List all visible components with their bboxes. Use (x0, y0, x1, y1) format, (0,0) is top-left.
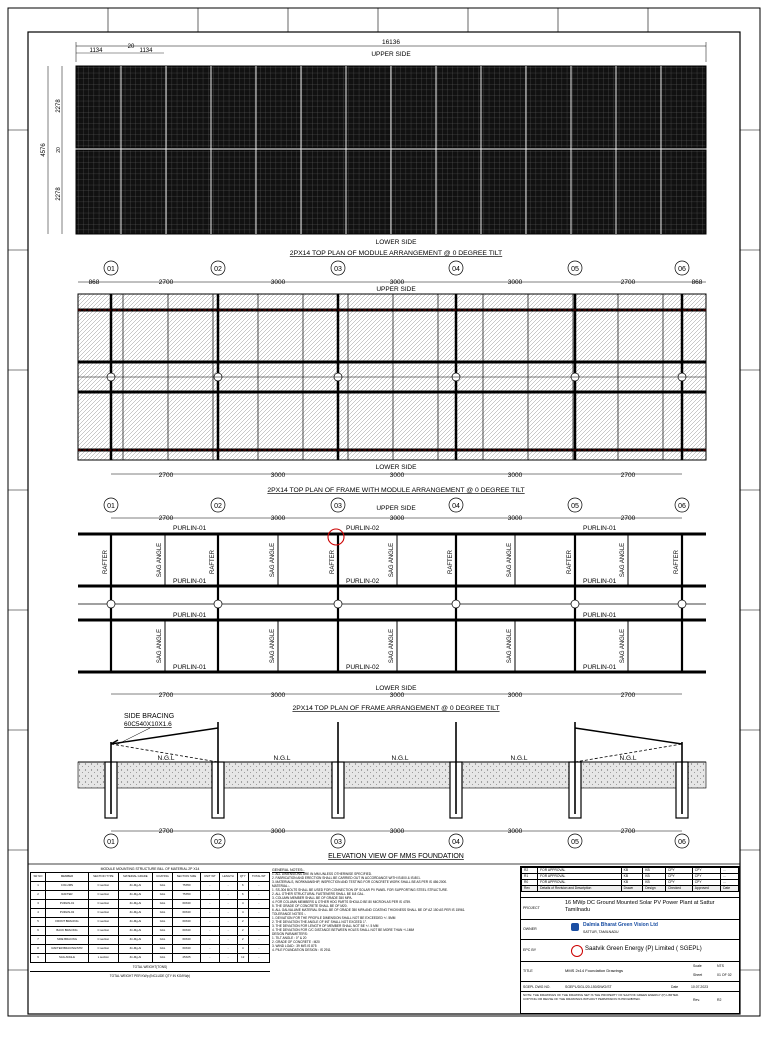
revision-cell: R2 (522, 868, 538, 874)
purlin-label-a: PURLIN-01 (173, 525, 207, 532)
ngl-label-3: N.G.L (391, 755, 409, 762)
side-bracing-label: SIDE BRACING (124, 713, 175, 720)
bom-cell: ... (219, 882, 237, 891)
purlin-label-g: PURLIN-01 (173, 612, 207, 619)
dim-overall-length: 16136 (381, 39, 401, 46)
purlin-label-i: PURLIN-01 (173, 664, 207, 671)
purlin-label-e: PURLIN-02 (346, 578, 380, 585)
revision-cell: CPY (665, 880, 692, 886)
bom-cell: ... (201, 882, 219, 891)
note-line: 1. SS-304 BOLTS SHALL BE USED FOR CONNECTION OF SOLAR PV PANEL FOR SUPPORTING STEEL STRUCTURE. (272, 888, 448, 892)
sag-angle-label-7: SAG ANGLE (270, 628, 276, 664)
bom-cell: C section (89, 945, 119, 954)
revision-cell: ... (721, 874, 739, 880)
revision-header-row (522, 886, 739, 892)
revision-cell: R1 (522, 874, 538, 880)
purlin-label-h: PURLIN-01 (583, 612, 617, 619)
rafter-label-6: RAFTER (674, 550, 680, 574)
sag-angle-label-3: SAG ANGLE (389, 542, 395, 578)
sheet-label: Sheet (693, 973, 703, 977)
bom-cell: Zn-Mg-Al (118, 909, 153, 918)
bom-cell: ... (248, 891, 269, 900)
dim-frame-span-3: 3000 (389, 515, 405, 522)
bom-cell: SIDE BRACING (45, 936, 88, 945)
bom-cell: SAG ANGLE (45, 954, 88, 963)
bom-cell: ... (201, 918, 219, 927)
bom-cell: 60X40 (172, 945, 200, 954)
dim-elev-span-4: 3000 (507, 828, 523, 835)
bom-cell: 6 (237, 882, 248, 891)
purlin-label-f: PURLIN-01 (583, 578, 617, 585)
bom-cell: 2 (237, 936, 248, 945)
dim-panel-gap: 20 (127, 44, 135, 50)
bom-cell: 75X50 (172, 891, 200, 900)
bom-header-cell: TOTAL WT (248, 873, 269, 882)
note-line: 4. THE DEVIATION FOR C/C DISTANCE BETWEEN HOLES SHALL NOT BE MORE THAN +/-1MM (272, 928, 415, 932)
revision-cell: ... (721, 880, 739, 886)
note-line: 2. FABRICATION AND ERECTION SHALL BE CARRIED OUT IN ACCORDANCE WITH IS:800 & IS:801. (272, 876, 421, 880)
bom-header-cell: COATING (153, 873, 173, 882)
elevation-view (78, 713, 706, 860)
sag-angle-label-6: SAG ANGLE (157, 628, 163, 664)
revision-header-cell: Approved (692, 886, 720, 892)
bom-cell: GAL (153, 900, 173, 909)
dim-elev-span-2: 3000 (270, 828, 286, 835)
bom-cell: Zn-Mg-Al (118, 882, 153, 891)
bom-cell: GAL (153, 882, 173, 891)
note-row (521, 991, 739, 1016)
bom-cell: ... (201, 900, 219, 909)
owner-sub: SATTUR, TAMILNADU (583, 930, 619, 934)
bom-cell: 6 (237, 891, 248, 900)
bom-cell: COLUMN (45, 882, 88, 891)
bom-title: MODULE MOUNTING STRUCTURE BILL OF MATERIAL 2P X14 (100, 867, 200, 871)
bom-header-cell: MATERIAL GRADE (118, 873, 153, 882)
bom-cell: 9 (31, 954, 46, 963)
bom-cell: C section (89, 891, 119, 900)
bom-cell: ... (248, 936, 269, 945)
sag-angle-label-10: SAG ANGLE (620, 628, 626, 664)
frame-plan-view (78, 498, 706, 712)
bom-cell: Zn-Mg-Al (118, 945, 153, 954)
note-line: 2. GRADE OF CONCRETE : M20 (272, 940, 320, 944)
revision-cell: FOR APPROVAL (538, 868, 621, 874)
bom-cell: ... (219, 909, 237, 918)
bom-cell: L section (89, 954, 119, 963)
bom-cell: ... (219, 954, 237, 963)
note-line: 2. ALL OTHER STRUCTURAL FASTENERS SHALL BE 8.8 GAL. (272, 892, 365, 896)
rafter-label-5: RAFTER (567, 550, 573, 574)
bom-cell: 2 (31, 891, 46, 900)
bom-cell: ... (219, 936, 237, 945)
bom-cell: FRONT BRACING (45, 918, 88, 927)
note-line: 3. COLUMN MEMBER SHALL BE OF GRADE 350 MPA. (272, 896, 353, 900)
grid-label-06b: 06 (678, 503, 686, 510)
sheet-value: 01 OF 02 (717, 973, 732, 977)
note-line: 4. FOR COLUMN MEMBERS & OTHER HDG PARTS SHOULD BE 80 MICRON AS PER IS 4759. (272, 900, 411, 904)
dim-frame-bspan-1: 2700 (158, 692, 174, 699)
epc-row (521, 939, 739, 962)
bom-row (31, 936, 270, 945)
revision-cell: FOR APPROVAL (538, 874, 621, 880)
revision-cell: ... (721, 868, 739, 874)
bom-cell: C section (89, 882, 119, 891)
upper-side-label: UPPER SIDE (371, 51, 411, 58)
bom-cell: 60X40 (172, 918, 200, 927)
rafter-label-2: RAFTER (210, 550, 216, 574)
bom-cell: Zn-Mg-Al (118, 936, 153, 945)
grid-label-06: 06 (678, 266, 686, 273)
bom-cell: 12 (237, 954, 248, 963)
bom-cell: Zn-Mg-Al (118, 900, 153, 909)
ground-soil (78, 762, 706, 788)
date-value: 10.07.2023 (691, 985, 708, 989)
dim-panel-b: 1134 (139, 48, 153, 54)
frame-module-plan-title: 2PX14 TOP PLAN OF FRAME WITH MODULE ARRANGEMENT @ 0 DEGREE TILT (267, 487, 525, 494)
bom-cell: ... (248, 954, 269, 963)
revision-header-cell: Details of Revision and Description (538, 886, 621, 892)
bom-cell: 60X40 (172, 900, 200, 909)
dim-frame-span-4: 3000 (507, 515, 523, 522)
bom-cell: ... (201, 891, 219, 900)
dim-span-bottom-3: 3000 (389, 472, 405, 479)
dwg-number: SGEPL/DGL/20-150/DWG/ST (565, 985, 612, 989)
bom-row (31, 954, 270, 963)
revision-cloud-marker (328, 529, 344, 545)
dim-frame-span-5: 2700 (620, 515, 636, 522)
bom-cell: 25X25 (172, 954, 200, 963)
bom-cell: C section (89, 918, 119, 927)
note-line: DESIGN PARAMETERS: (272, 932, 308, 936)
revision-cell: CPY (692, 880, 720, 886)
bom-cell: GAL (153, 936, 173, 945)
revision-cell: CPY (692, 868, 720, 874)
project-label: PROJECT (523, 906, 540, 910)
bom-header-cell: LENGTH (219, 873, 237, 882)
bom-cell: GAL (153, 945, 173, 954)
grid-label-03: 03 (334, 266, 342, 273)
dim-elev-span-3: 3000 (389, 828, 405, 835)
bom-cell: 4 (237, 909, 248, 918)
grid-label-04c: 04 (452, 839, 460, 846)
dim-span-bottom-5: 2700 (620, 472, 636, 479)
revision-cell: CPY (665, 868, 692, 874)
revision-cell: FOR APPROVAL (538, 880, 621, 886)
dim-frame-bspan-5: 2700 (620, 692, 636, 699)
grid-label-02: 02 (214, 266, 222, 273)
sag-angle-label-4: SAG ANGLE (507, 542, 513, 578)
revision-header-cell: Rev (522, 886, 538, 892)
rafter-label-4: RAFTER (448, 550, 454, 574)
owner-logo-icon (571, 923, 579, 931)
bom-cell: ... (219, 891, 237, 900)
revision-cell: KB (643, 868, 666, 874)
dim-overhang-left: 868 (88, 279, 100, 286)
bom-cell: 1 (31, 882, 46, 891)
dim-frame-bspan-4: 3000 (507, 692, 523, 699)
lower-side-label: LOWER SIDE (375, 239, 417, 246)
module-plan-view (41, 39, 706, 257)
bom-cell: GAL (153, 954, 173, 963)
purlin-label-d: PURLIN-01 (173, 578, 207, 585)
bom-cell: 6 (31, 927, 46, 936)
owner-row (521, 919, 739, 940)
revision-table (521, 867, 739, 892)
dim-height-gap: 20 (56, 147, 62, 153)
purlin-label-j: PURLIN-02 (346, 664, 380, 671)
module-plan-title: 2PX14 TOP PLAN OF MODULE ARRANGEMENT @ 0 DEGREE TILT (289, 250, 503, 257)
bom-row (31, 918, 270, 927)
bom-cell: GAL (153, 918, 173, 927)
title-label: TITLE (523, 969, 533, 973)
bom-cell: Zn-Mg-Al (118, 891, 153, 900)
bom-table (30, 866, 270, 1014)
copyright-note: NOTE: THE DRAWINGS OF THE DRAWING SET IS THE PROPERTY OF SAATVIK GREEN ENERGY (P) LIMITED. COPYING OR REUSE OF THE DRAWINGS WITHOUT PERMISSION IS PROHIBITED. (523, 993, 680, 1001)
revision-cell: CPY (665, 874, 692, 880)
project-row (521, 897, 739, 920)
dim-span-1: 2700 (158, 279, 174, 286)
project-name: 16 MWp DC Ground Mounted Solar PV Power Plant at Sattur Tamilnadu (565, 900, 715, 913)
rev-label: Rev. (693, 998, 700, 1002)
rev-value: R2 (717, 998, 722, 1002)
note-line: 1. ALL DIMENSIONS ARE IN MM UNLESS OTHERWISE SPECIFIED. (272, 872, 372, 876)
bom-cell: 2 (237, 918, 248, 927)
rafter-label-3: RAFTER (330, 550, 336, 574)
bom-cell: 5 (31, 918, 46, 927)
revision-cell: KB (643, 874, 666, 880)
grid-label-03b: 03 (334, 503, 342, 510)
scale-value: NTS (717, 964, 724, 968)
notes-heading: GENERAL NOTES:- (272, 868, 305, 872)
bom-total-per-kwp: TOTAL WEIGHT PER KWp (INCLUDE QTY IN KG/KWp) (109, 974, 191, 978)
bom-header-cell: QTY (237, 873, 248, 882)
dim-span-3: 3000 (389, 279, 405, 286)
ngl-label-5: N.G.L (619, 755, 637, 762)
note-line: 3. MATERIALS, WORKMANSHIP, INSPECTION AND TESTING FOR CONCRETE WORK SHALL BE AS PER IS 456:2000. (272, 880, 448, 884)
title-block (520, 866, 740, 1014)
bom-cell: ... (248, 927, 269, 936)
note-line: 5. THE GRADE OF CONCRETE SHALL BE OF M20. (272, 904, 348, 908)
note-line: TOLERANCE NOTES :- (272, 912, 307, 916)
grid-label-04b: 04 (452, 503, 460, 510)
grid-label-05b: 05 (571, 503, 579, 510)
grid-label-03c: 03 (334, 839, 342, 846)
side-bracing-spec: 60C540X10X1.6 (124, 721, 172, 728)
bom-cell: ... (248, 945, 269, 954)
frame-module-plan-view (78, 261, 706, 494)
note-line: 1. DEVIATION FOR THE PROFILE DIMENSION SHALL NOT BE EXCEEDED +/- 5MM (272, 916, 396, 920)
bom-cell: RAFTER (45, 891, 88, 900)
dim-elev-span-1: 2700 (158, 828, 174, 835)
bom-cell: GAL (153, 927, 173, 936)
bom-cell: GAL (153, 891, 173, 900)
owner-name: Dalmia Bharat Green Vision Ltd (583, 922, 658, 928)
note-line: 3. THE DEVIATION FOR LENGTH OF MEMBER SHALL NOT BE +/- 5 MM (272, 924, 379, 928)
epc-logo-icon (571, 945, 583, 957)
dim-height-b: 2278 (56, 187, 62, 201)
date-label: Date (671, 985, 679, 989)
bom-total: TOTAL WEIGHT(TONS) (30, 963, 270, 972)
title-row (521, 961, 739, 982)
dwg-label: SGEPL DWG NO. (523, 985, 551, 989)
bom-cell: 75X50 (172, 882, 200, 891)
grid-label-02b: 02 (214, 503, 222, 510)
bom-header-cell: SECTION TYPE (89, 873, 119, 882)
general-notes (272, 868, 512, 1040)
bom-cell: ... (248, 918, 269, 927)
dim-frame-span-2: 3000 (270, 515, 286, 522)
dim-span-5: 2700 (620, 279, 636, 286)
dim-span-2: 3000 (270, 279, 286, 286)
bom-cell: ... (201, 909, 219, 918)
elevation-title: ELEVATION VIEW OF MMS FOUNDATION (328, 853, 464, 860)
lower-side-label-3: LOWER SIDE (375, 685, 417, 692)
sag-angle-label-8: SAG ANGLE (389, 628, 395, 664)
bom-cell: ... (201, 954, 219, 963)
bom-grid (30, 872, 270, 963)
upper-side-label-3: UPPER SIDE (376, 505, 416, 512)
revision-header-cell: Drawn (621, 886, 643, 892)
bom-cell: BACK BRACING (45, 927, 88, 936)
bom-cell: 3 (31, 900, 46, 909)
revision-header-cell: Date (721, 886, 739, 892)
dim-frame-bspan-2: 3000 (270, 692, 286, 699)
bom-cell: ... (219, 927, 237, 936)
bom-cell: 4 (237, 945, 248, 954)
dim-frame-span-1: 2700 (158, 515, 174, 522)
dim-frame-bspan-3: 3000 (389, 692, 405, 699)
bom-header-cell: UNIT WT (201, 873, 219, 882)
note-line: 4. PILE FOUNDATION DESIGN : IS 2911 (272, 948, 331, 952)
revision-header-cell: Design (643, 886, 666, 892)
bom-cell: 2 (237, 927, 248, 936)
rafter-label-1: RAFTER (103, 550, 109, 574)
purlin-label-c: PURLIN-01 (583, 525, 617, 532)
note-line: MATERIAL:- (272, 884, 290, 888)
dim-span-bottom-4: 3000 (507, 472, 523, 479)
grid-label-01b: 01 (107, 503, 115, 510)
bom-cell: ... (248, 900, 269, 909)
ngl-label-1: N.G.L (157, 755, 175, 762)
bom-cell: PURLIN-01 (45, 900, 88, 909)
grid-label-01: 01 (107, 266, 115, 273)
frame-plan-title: 2PX14 TOP PLAN OF FRAME ARRANGEMENT @ 0 DEGREE TILT (292, 705, 500, 712)
dim-height-a: 2278 (56, 99, 62, 113)
bom-header-cell: SR NO (31, 873, 46, 882)
scale-label: Scale (693, 964, 702, 968)
sag-angle-label-1: SAG ANGLE (157, 542, 163, 578)
bom-cell: 4 (31, 909, 46, 918)
dim-elev-span-5: 2700 (620, 828, 636, 835)
bom-cell: 60X40 (172, 927, 200, 936)
bom-cell: Zn-Mg-Al (118, 954, 153, 963)
bom-row (31, 909, 270, 918)
grid-label-01c: 01 (107, 839, 115, 846)
bom-cell: ... (201, 936, 219, 945)
lower-side-label-2: LOWER SIDE (375, 464, 417, 471)
grid-label-06c: 06 (678, 839, 686, 846)
revision-cell: KB (621, 880, 643, 886)
revision-cell: KB (621, 874, 643, 880)
dim-span-4: 3000 (507, 279, 523, 286)
bom-cell: RAFTER BRACING/STR (45, 945, 88, 954)
grid-label-05: 05 (571, 266, 579, 273)
bom-cell: 60X40 (172, 909, 200, 918)
grid-markers-top (104, 261, 689, 275)
bom-row (31, 927, 270, 936)
bom-cell: 7 (31, 936, 46, 945)
bom-cell: GAL (153, 909, 173, 918)
note-line: 1. TILT ANGLE : 0° & 20 (272, 936, 307, 940)
bom-cell: PURLIN-02 (45, 909, 88, 918)
ngl-label-4: N.G.L (510, 755, 528, 762)
sag-angle-label-5: SAG ANGLE (620, 542, 626, 578)
bom-cell: Zn-Mg-Al (118, 918, 153, 927)
bom-cell: ... (219, 945, 237, 954)
bom-cell: ... (219, 918, 237, 927)
dim-overhang-right: 868 (691, 279, 703, 286)
revision-cell: KB (621, 868, 643, 874)
owner-label: OWNER (523, 927, 537, 931)
bom-cell: C section (89, 927, 119, 936)
bom-cell: 60X40 (172, 936, 200, 945)
revision-cell: KB (643, 880, 666, 886)
epc-label: EPC BY (523, 948, 537, 952)
sag-angle-label-9: SAG ANGLE (507, 628, 513, 664)
bom-cell: Zn-Mg-Al (118, 927, 153, 936)
upper-side-label-2: UPPER SIDE (376, 286, 416, 293)
bom-header-cell: MEMBER (45, 873, 88, 882)
bom-cell: 8 (31, 945, 46, 954)
bom-row (31, 945, 270, 954)
bom-cell: ... (248, 882, 269, 891)
bom-cell: C section (89, 900, 119, 909)
revision-header-cell: Checked (665, 886, 692, 892)
dim-span-bottom-2: 3000 (270, 472, 286, 479)
bom-cell: C section (89, 909, 119, 918)
bom-row (31, 900, 270, 909)
purlin-label-k: PURLIN-01 (583, 664, 617, 671)
dim-panel-a: 1134 (89, 48, 103, 54)
ngl-label-2: N.G.L (273, 755, 291, 762)
revision-cell: CPY (692, 874, 720, 880)
sag-angle-label-2: SAG ANGLE (270, 542, 276, 578)
bom-row (31, 891, 270, 900)
bom-cell: ... (219, 900, 237, 909)
bom-header-row (31, 873, 270, 882)
note-line: 6. ALL GALVALUME MATERIAL SHALL BE OF GRADE 350 MPA AND COATING THICKNESS SHALL BE OF AZ 150 AS PER IS 15961. (272, 908, 466, 912)
bom-row (31, 882, 270, 891)
bom-cell: 4 (237, 900, 248, 909)
grid-label-05c: 05 (571, 839, 579, 846)
note-line: 2. THE DEVIATION THE ANGLE OF INT SHALL NOT EXCEED 1°. (272, 920, 367, 924)
bom-cell: ... (201, 945, 219, 954)
bom-cell: C section (89, 936, 119, 945)
note-line: 3. WIND LOAD : 39 M/S IS 875 (272, 944, 317, 948)
dim-height-total: 4576 (41, 143, 47, 157)
drawing-title: MMS 2x14 Foundation Drawings (565, 968, 624, 973)
grid-label-02c: 02 (214, 839, 222, 846)
revision-cell: R0 (522, 880, 538, 886)
epc-name: Saatvik Green Energy (P) Limited ( SGEPL) (585, 946, 702, 952)
bom-header-cell: SECTION SIZE (172, 873, 200, 882)
purlin-label-b: PURLIN-02 (346, 525, 380, 532)
bom-cell: ... (201, 927, 219, 936)
grid-label-04: 04 (452, 266, 460, 273)
dim-span-bottom-1: 2700 (158, 472, 174, 479)
bom-cell: ... (248, 909, 269, 918)
